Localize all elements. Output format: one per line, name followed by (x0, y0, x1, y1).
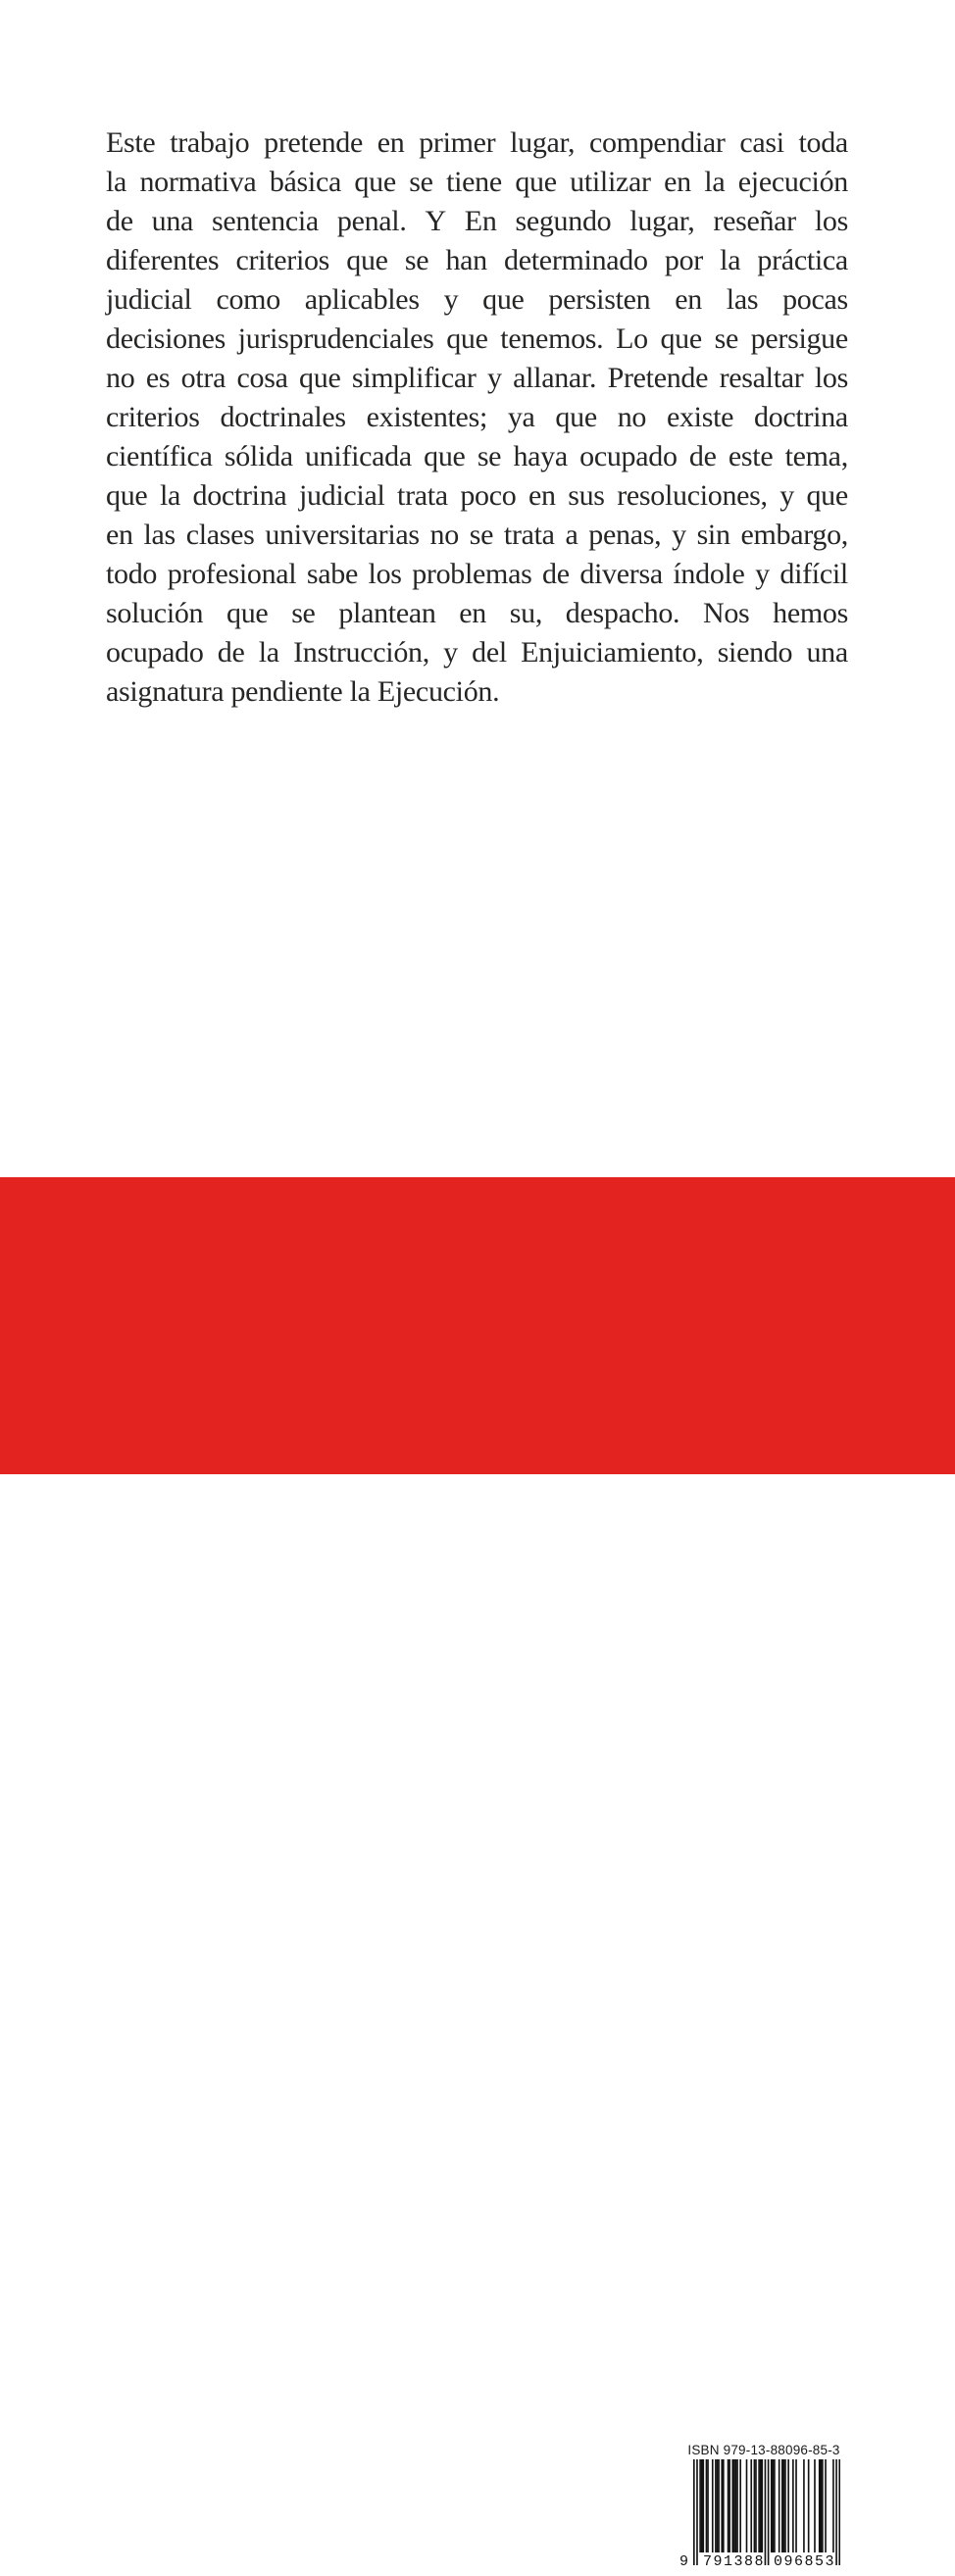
text-line: criterios doctrinales existentes; ya que no existe doctrina (106, 401, 848, 433)
text-line: decisiones jurisprudenciales que tenemos. Lo que se persigue (106, 322, 848, 355)
text-line: asignatura pendiente la Ejecución. (106, 675, 500, 708)
barcode-panel (677, 2438, 851, 2576)
publisher-name: Atelier (222, 2489, 361, 2553)
barcode-digit-prefix: 9 (679, 2553, 690, 2570)
atelier-a-monogram-icon (115, 2466, 206, 2574)
text-line: todo profesional sabe los problemas de diversa índole y difícil (106, 558, 848, 590)
text-line: de una sentencia penal. Y En segundo lugar, reseñar los (106, 205, 848, 237)
text-line: Este trabajo pretende en primer lugar, compendiar casi toda (106, 126, 848, 159)
footer-band (0, 1177, 955, 2570)
barcode-digits-right: 096853 (774, 2553, 836, 2570)
back-cover-blurb (106, 124, 848, 712)
publisher-tagline: LIBROS JURÍDICOS (224, 2551, 377, 2568)
barcode-digits-left: 791388 (703, 2553, 766, 2570)
text-line: que la doctrina judicial trata poco en sus resoluciones, y que (106, 479, 848, 512)
isbn-label: ISBN 979-13-88096-85-3 (687, 2443, 840, 2457)
text-line: no es otra cosa que simplificar y allanar. Pretende resaltar los (106, 362, 848, 394)
text-line: solución que se plantean en su, despacho. Nos hemos (106, 597, 848, 629)
text-line: judicial como aplicables y que persisten en las pocas (106, 283, 848, 316)
text-line: ocupado de la Instrucción, y del Enjuiciamiento, siendo una (106, 636, 848, 669)
text-line: científica sólida unificada que se haya ocupado de este tema, (106, 440, 848, 472)
ean13-barcode (693, 2459, 840, 2567)
text-line: la normativa básica que se tiene que utilizar en la ejecución (106, 166, 848, 198)
text-line: diferentes criterios que se han determinado por la práctica (106, 244, 848, 276)
text-line: en las clases universitarias no se trata a penas, y sin embargo, (106, 519, 848, 551)
